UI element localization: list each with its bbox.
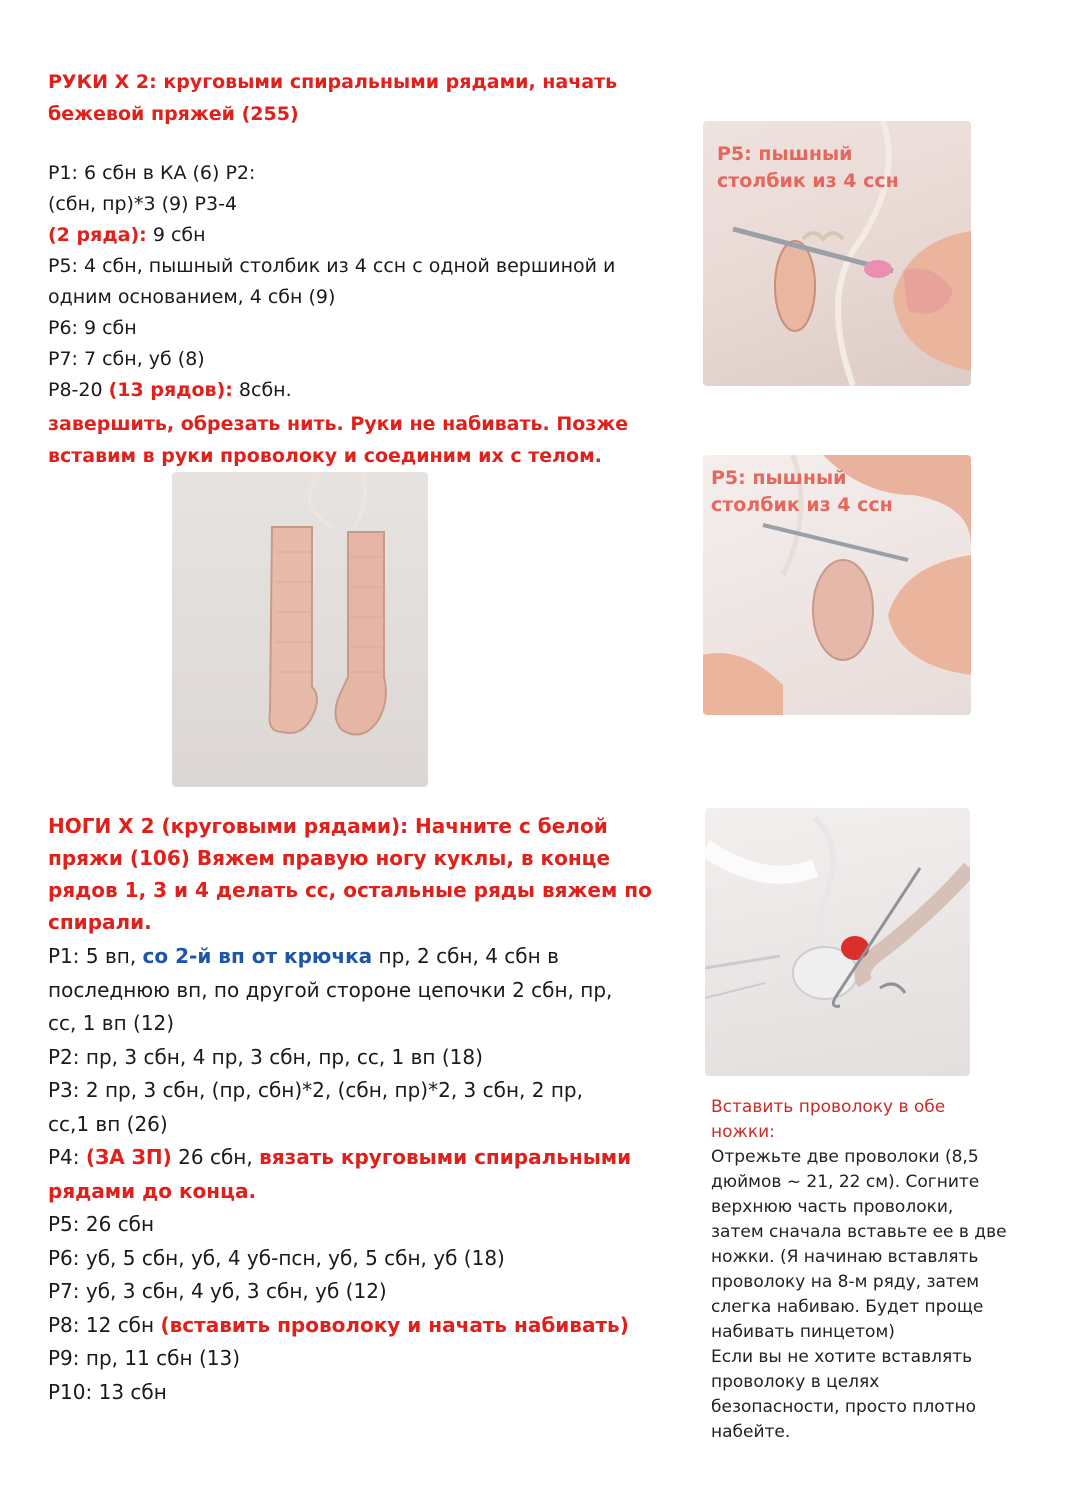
wire-note-title: Вставить проволоку в обе — [711, 1097, 946, 1117]
legs-row: Р5: 26 сбн — [48, 1212, 155, 1236]
photo-caption-line: Р5: пышный — [717, 143, 853, 165]
legs-row-text: Р8: 12 сбн — [48, 1312, 161, 1337]
arms-row: Р5: 4 сбн, пышный столбик из 4 ссн с одной вершиной и — [48, 255, 616, 277]
arms-row: Р6: 9 сбн — [48, 317, 137, 339]
legs-row: Р3: 2 пр, 3 сбн, (пр, сбн)*2, (сбн, пр)*2, 3 сбн, 2 пр, — [48, 1078, 583, 1102]
wire-note-line: затем сначала вставьте ее в две — [711, 1222, 1007, 1242]
legs-header — [48, 810, 698, 938]
arms-row-text: Р8-20 — [48, 379, 109, 401]
wire-note-line: дюймов ~ 21, 22 см). Согните — [711, 1172, 980, 1192]
wire-note-line: Если вы не хотите вставлять — [711, 1347, 973, 1367]
arms-row: (сбн, пр)*3 (9) Р3-4 — [48, 193, 238, 215]
legs-row: Р9: пр, 11 сбн (13) — [48, 1346, 240, 1370]
legs-row-highlight: (вставить проволоку и начать набивать) — [160, 1312, 629, 1337]
legs-header-line: рядов 1, 3 и 4 делать сс, остальные ряды вяжем по — [48, 878, 652, 902]
arms-row: Р7: 7 сбн, уб (8) — [48, 348, 205, 370]
photo-illustration — [705, 808, 970, 1076]
legs-row-highlight: (ЗА ЗП) — [85, 1145, 172, 1169]
wire-note-line: набивать пинцетом) — [711, 1322, 895, 1342]
photo-caption-line: столбик из 4 ссн — [711, 494, 893, 516]
arms-row-text: 9 сбн — [146, 224, 206, 246]
legs-row-text: пр, 2 сбн, 4 сбн в — [372, 944, 559, 968]
wire-note-line: Отрежьте две проволоки (8,5 — [711, 1147, 979, 1167]
legs-row: Р6: уб, 5 сбн, уб, 4 уб-псн, уб, 5 сбн, уб (18) — [48, 1245, 505, 1270]
wire-note-title: ножки: — [711, 1122, 775, 1142]
legs-row — [48, 1141, 698, 1175]
wire-note-line: проволоку на 8-м ряду, затем — [711, 1272, 980, 1292]
arms-row: одним основанием, 4 сбн (9) — [48, 286, 336, 308]
legs-row: Р2: пр, 3 сбн, 4 пр, 3 сбн, пр, сс, 1 вп (18) — [48, 1044, 483, 1069]
arms-finish-line: вставим в руки проволоку и соединим их с телом. — [48, 445, 602, 467]
arms-row — [48, 375, 698, 406]
legs-row: сс,1 вп (26) — [48, 1111, 168, 1136]
legs-row: Р7: уб, 3 сбн, 4 уб, 3 сбн, уб (12) — [48, 1279, 387, 1303]
legs-row — [48, 940, 698, 974]
arms-row-highlight: (2 ряда): — [48, 224, 147, 246]
legs-row: Р10: 13 сбн — [48, 1379, 167, 1404]
photo-caption-line: столбик из 4 ссн — [717, 170, 899, 192]
photo-puff-stitch-2 — [703, 455, 971, 715]
legs-row-text: 26 сбн, — [171, 1145, 260, 1169]
legs-row-text: Р1: 5 вп, — [48, 944, 143, 968]
photo-puff-stitch-1 — [703, 121, 971, 386]
arms-header-line: бежевой пряжей (255) — [48, 103, 299, 125]
legs-row: рядами до конца. — [48, 1178, 257, 1203]
photo-wire-insertion — [705, 808, 970, 1076]
arms-header — [48, 66, 688, 130]
legs-row-highlight: вязать круговыми спиральными — [259, 1145, 632, 1169]
wire-note-line: ножки. (Я начинаю вставлять — [711, 1247, 979, 1267]
wire-note-line: слегка набиваю. Будет проще — [711, 1297, 984, 1317]
arms-row — [48, 220, 698, 251]
wire-note-line: набейте. — [711, 1422, 791, 1442]
legs-row-text: Р4: — [48, 1145, 86, 1169]
wire-note — [711, 1095, 1041, 1445]
legs-header-line: НОГИ Х 2 (круговыми рядами): Начните с белой — [48, 814, 608, 838]
photo-caption — [711, 465, 893, 519]
legs-row: последнюю вп, по другой стороне цепочки 2 сбн, пр, — [48, 977, 613, 1002]
arms-row: Р1: 6 сбн в КА (6) Р2: — [48, 162, 256, 184]
legs-row-highlight: со 2-й вп от крючка — [142, 944, 373, 968]
arms-instructions — [48, 158, 698, 406]
arms-header-line: РУКИ Х 2: круговыми спиральными рядами, начать — [48, 71, 618, 93]
photo-caption-line: Р5: пышный — [711, 467, 847, 489]
legs-instructions — [48, 940, 698, 1409]
photo-caption — [717, 141, 899, 195]
wire-note-line: проволоку в целях — [711, 1372, 880, 1392]
legs-row — [48, 1309, 698, 1343]
legs-row: сс, 1 вп (12) — [48, 1011, 175, 1035]
legs-header-line: пряжи (106) Вяжем правую ногу куклы, в конце — [48, 846, 611, 870]
wire-note-line: верхнюю часть проволоки, — [711, 1197, 954, 1217]
photo-illustration — [172, 472, 428, 787]
arms-row-text: 8сбн. — [232, 379, 292, 401]
arms-finish-line: завершить, обрезать нить. Руки не набивать. Позже — [48, 413, 629, 435]
arms-row-highlight: (13 рядов): — [108, 379, 233, 401]
wire-note-line: безопасности, просто плотно — [711, 1397, 977, 1417]
photo-crocheted-arms — [172, 472, 428, 787]
arms-finish-note — [48, 408, 688, 472]
legs-header-line: спирали. — [48, 910, 152, 934]
